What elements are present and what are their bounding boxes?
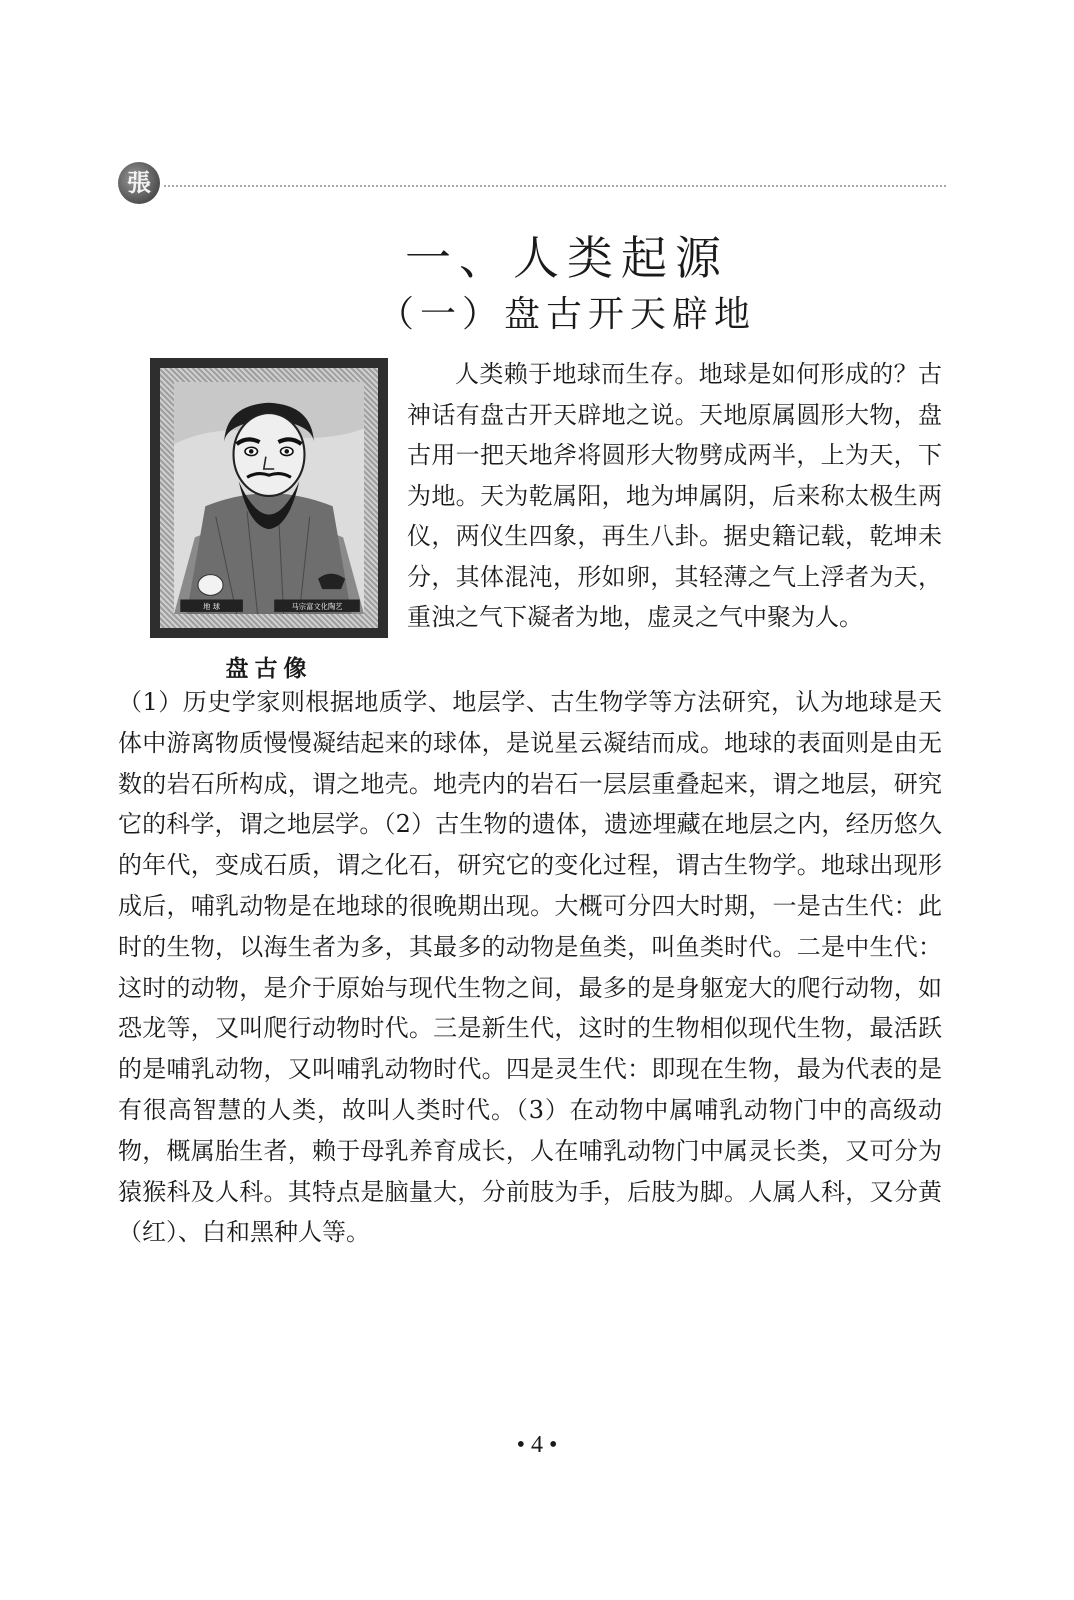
section-title: （一）盘古开天辟地 — [377, 294, 756, 335]
intro-paragraph: 人类赖于地球而生存。地球是如何形成的？古神话有盘古开天辟地之说。天地原属圆形大物，盘古用一把天地斧将圆形大物劈成两半，上为天，下为地。天为乾属阳，地为坤属阴，后来称太极生两仪，两仪生四象，再生八卦。据史籍记载，乾坤未分，其体混沌，形如卵，其轻薄之气上浮者为天，重浊之气下凝者为地，虚灵之气中聚为人。 — [407, 360, 942, 631]
seal-icon: 張 — [118, 162, 160, 204]
page-number: • 4 • — [516, 1432, 558, 1458]
portrait-frame — [150, 358, 388, 638]
chapter-title: 一、人类起源 — [405, 231, 729, 285]
body-paragraph: （1）历史学家则根据地质学、地层学、古生物学等方法研究，认为地球是天体中游离物质慢慢凝结起来的球体，是说星云凝结而成。地球的表面则是由无数的岩石所构成，谓之地壳。地壳内的岩石一层层重叠起来，谓之地层，研究它的科学，谓之地层学。（2）古生物的遗体，遗迹埋藏在地层之内，经历悠久的年代，变成石质，谓之化石，研究它的变化过程，谓古生物学。地球出现形成后，哺乳动物是在地球的很晚期出现。大概可分四大时期，一是古生代：此时的生物，以海生者为多，其最多的动物是鱼类，叫鱼类时代。二是中生代：这时的动物，是介于原始与现代生物之间，最多的是身躯宠大的爬行动物，如恐龙等，又叫爬行动物时代。三是新生代，这时的生物相似现代生物，最活跃的是哺乳动物，又叫哺乳动物时代。四是灵生代：即现在生物，最为代表的是有很高智慧的人类，故叫人类时代。（3）在动物中属哺乳动物门中的高级动物，概属胎生者，赖于母乳养育成长，人在哺乳动物门中属灵长类，又可分为猿猴科及人科。其特点是脑量大，分前肢为手，后肢为脚。人属人科，又分黄（红）、白和黑种人等。 — [118, 688, 942, 1247]
pangu-figure-icon — [174, 382, 364, 614]
header-ornament — [118, 162, 946, 202]
dotted-divider — [164, 185, 946, 187]
portrait-label-artist: 马宗富文化陶艺 — [291, 601, 343, 611]
figure-caption: 盘古像 — [225, 655, 313, 682]
pangu-portrait — [150, 358, 388, 638]
portrait-label-earth: 地 球 — [203, 601, 221, 611]
